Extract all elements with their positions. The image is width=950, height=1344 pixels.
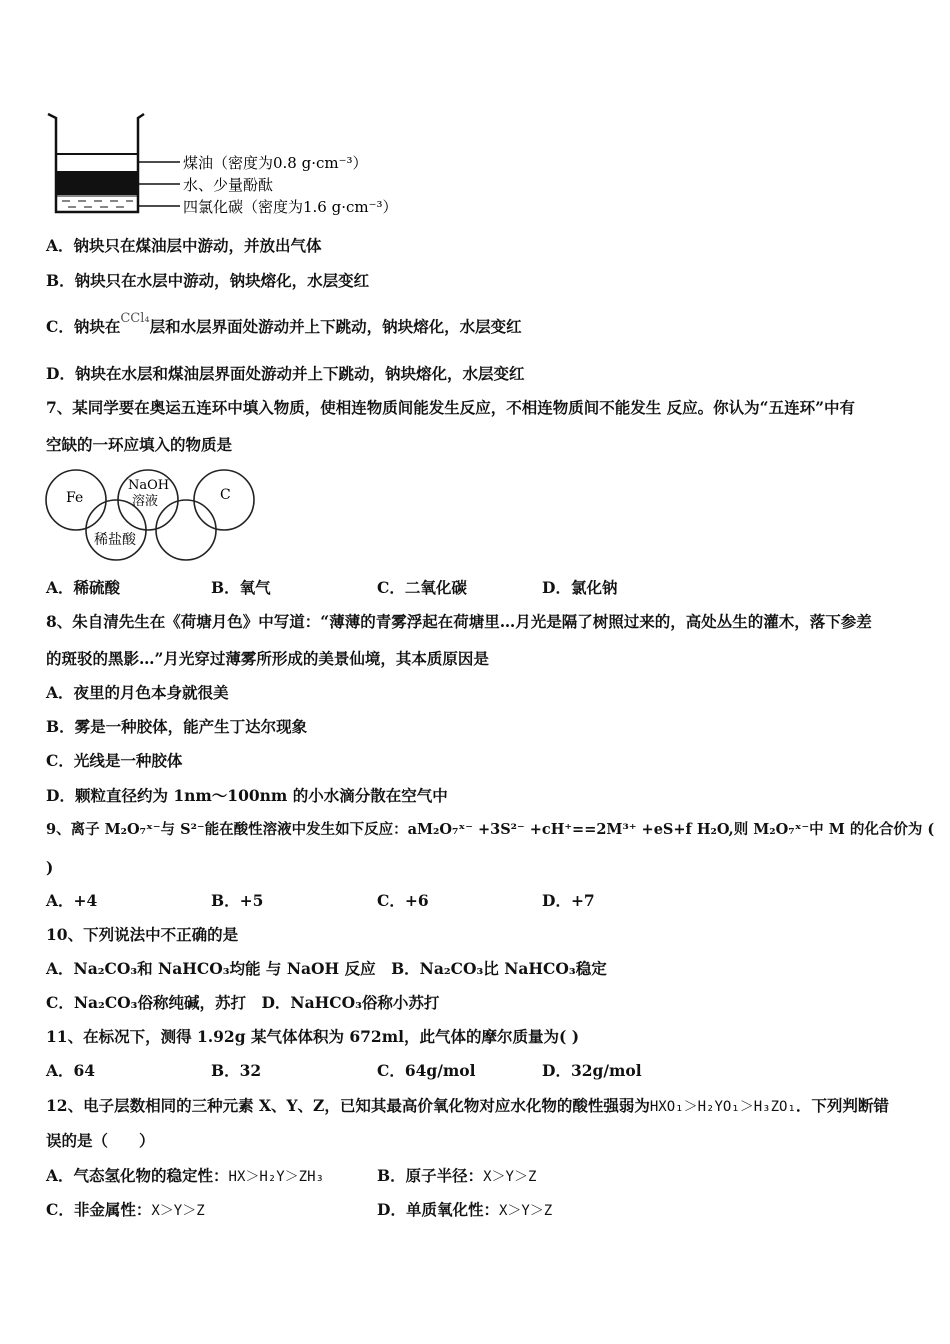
q12-stem-post: ．下列判断错: [795, 1096, 889, 1115]
q12-option-a-pre: A．气态氢化物的稳定性：: [46, 1166, 229, 1185]
beaker-label-ccl4: 四氯化碳（密度为1.6 g·cm⁻³）: [183, 198, 398, 216]
q12-stem-formula: HXO₁＞H₂YO₁＞H₃ZO₁: [649, 1099, 796, 1115]
q12-option-a: [46, 1166, 324, 1187]
ring-label-naoh-2: 溶液: [132, 494, 159, 509]
beaker-figure: [40, 108, 460, 220]
q9-option-b: B．+5: [211, 891, 264, 910]
q6-option-a: A．钠块只在煤油层中游动，并放出气体: [46, 236, 322, 255]
q6-option-c-formula: CCl₄: [120, 311, 150, 326]
q11-stem: 11、在标况下，测得 1.92g 某气体体积为 672ml，此气体的摩尔质量为( ): [46, 1027, 580, 1046]
q12-stem-pre: 12、电子层数相同的三种元素 X、Y、Z，已知其最高价氧化物对应水化物的酸性强弱为: [46, 1096, 650, 1115]
q12-stem-line2: 误的是（ ）: [46, 1131, 155, 1150]
q11-option-c: C．64g/mol: [377, 1061, 476, 1080]
ring-label-naoh-1: NaOH: [128, 478, 170, 493]
ring-empty: [156, 500, 216, 560]
q8-stem-line1: 8、朱自清先生在《荷塘月色》中写道：“薄薄的青雾浮起在荷塘里…月光是隔了树照过来的，高处丛生的灌木，落下参差: [46, 612, 872, 631]
q10-options-ab: A．Na₂CO₃和 NaHCO₃均能 与 NaOH 反应 B．Na₂CO₃比 NaHCO₃稳定: [46, 959, 607, 978]
q11-option-d: D．32g/mol: [542, 1061, 642, 1080]
ring-label-c: C: [220, 487, 231, 503]
q12-option-b-pre: B．原子半径：: [377, 1166, 484, 1185]
q12-option-d-formula: X＞Y＞Z: [498, 1203, 553, 1219]
q11-option-a: A．64: [46, 1061, 96, 1080]
q6-option-d: D．钠块在水层和煤油层界面处游动并上下跳动，钠块熔化，水层变红: [46, 364, 525, 383]
q9-option-d: D．+7: [542, 891, 595, 910]
q9-stem: 9、离子 M₂O₇ˣ⁻与 S²⁻能在酸性溶液中发生如下反应：aM₂O₇ˣ⁻ +3S²⁻ +cH⁺==2M³⁺ +eS+f H₂O,则 M₂O₇ˣ⁻中 M 的化合价为 (: [46, 821, 935, 838]
q12-option-c: [46, 1200, 205, 1221]
ring-label-fe: Fe: [66, 490, 84, 506]
q8-option-c: C．光线是一种胶体: [46, 751, 183, 770]
q7-stem-line1: 7、某同学要在奥运五连环中填入物质，使相连物质间能发生反应，不相连物质间不能发生 反应。你认为“五连环”中有: [46, 398, 856, 417]
ring-hcl: [86, 500, 146, 560]
q9-stem-close: ): [46, 858, 54, 877]
q12-option-c-formula: X＞Y＞Z: [151, 1203, 205, 1219]
q7-option-d: D．氯化钠: [542, 578, 618, 597]
q8-option-d: D．颗粒直径约为 1nm～100nm 的小水滴分散在空气中: [46, 786, 448, 805]
q8-stem-line2: 的斑驳的黑影…”月光穿过薄雾所形成的美景仙境，其本质原因是: [46, 649, 489, 668]
beaker-label-kerosene: 煤油（密度为0.8 g·cm⁻³）: [183, 154, 368, 172]
q12-option-c-pre: C．非金属性：: [46, 1200, 152, 1219]
q11-option-b: B．32: [211, 1061, 262, 1080]
beaker-label-water: 水、少量酚酞: [183, 176, 274, 194]
q8-option-b: B．雾是一种胶体，能产生丁达尔现象: [46, 717, 308, 736]
q6-option-c-post: 层和水层界面处游动并上下跳动，钠块熔化，水层变红: [149, 317, 522, 336]
q7-option-c: C．二氧化碳: [377, 578, 467, 597]
olympic-rings-figure: [44, 464, 258, 564]
ring-label-hcl: 稀盐酸: [94, 532, 136, 548]
q6-option-b: B．钠块只在水层中游动，钠块熔化，水层变红: [46, 271, 370, 290]
q7-stem-line2: 空缺的一环应填入的物质是: [46, 435, 233, 454]
q9-option-c: C．+6: [377, 891, 429, 910]
q10-stem: 10、下列说法中不正确的是: [46, 925, 239, 944]
q6-option-c: [46, 311, 522, 339]
q12-option-a-formula: HX＞H₂Y＞ZH₃: [228, 1169, 324, 1185]
q6-option-c-pre: C．钠块在: [46, 317, 121, 336]
q7-option-b: B．氧气: [211, 578, 271, 597]
q8-option-a: A．夜里的月色本身就很美: [46, 683, 229, 702]
q12-option-b: [377, 1166, 536, 1187]
q12-option-b-formula: X＞Y＞Z: [483, 1169, 537, 1185]
q10-options-cd: C．Na₂CO₃俗称纯碱，苏打 D．NaHCO₃俗称小苏打: [46, 993, 440, 1012]
beaker-icon: [48, 114, 180, 212]
q12-stem-line1: [46, 1096, 889, 1117]
q9-option-a: A．+4: [46, 891, 98, 910]
q7-option-a: A．稀硫酸: [46, 578, 121, 597]
q12-option-d: [377, 1200, 552, 1221]
q12-option-d-pre: D．单质氧化性：: [377, 1200, 499, 1219]
